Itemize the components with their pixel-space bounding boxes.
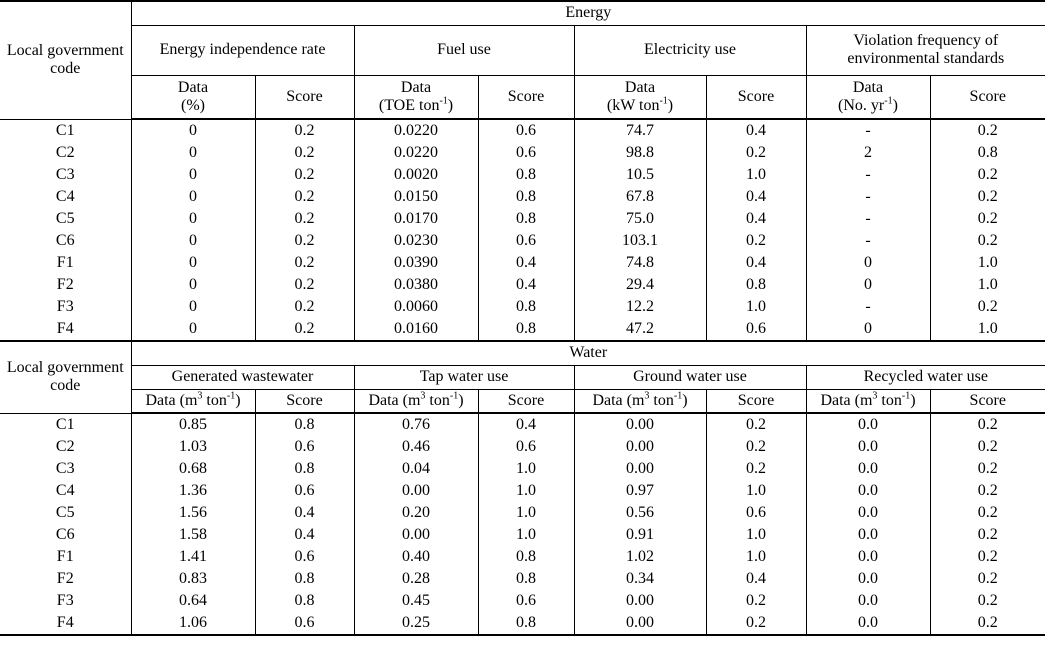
- table-cell: 0.0020: [354, 164, 478, 186]
- table-cell: 0.0150: [354, 186, 478, 208]
- table-cell: 10.5: [574, 164, 706, 186]
- table-cell: 0.83: [131, 568, 255, 590]
- energy-table-row: [0, 274, 1045, 296]
- table-cell: 0.2: [930, 186, 1045, 208]
- water-table-row: [0, 480, 1045, 502]
- table-cell: 1.0: [706, 524, 806, 546]
- table-cell: 0.4: [478, 252, 574, 274]
- table-cell: 0: [131, 252, 255, 274]
- table-cell: 1.0: [930, 252, 1045, 274]
- table-cell: 0.2: [255, 252, 354, 274]
- table-cell: 0.00: [574, 612, 706, 635]
- table-cell: 0.6: [478, 590, 574, 612]
- table-cell: 0.00: [574, 458, 706, 480]
- table-cell: 0.25: [354, 612, 478, 635]
- table-cell: 0: [806, 252, 930, 274]
- table-cell: 1.0: [478, 524, 574, 546]
- table-cell: -: [806, 208, 930, 230]
- table-cell: 0.85: [131, 413, 255, 436]
- table-cell: 0.68: [131, 458, 255, 480]
- water-data-header: Data ($m^3$ ton$^{-1}$): [574, 389, 706, 413]
- row-code-cell: C3: [55, 460, 75, 477]
- table-cell: 0.00: [354, 524, 478, 546]
- table-cell: 0.45: [354, 590, 478, 612]
- table-cell: 0.0170: [354, 208, 478, 230]
- water-table-row: [0, 590, 1045, 612]
- table-cell: 0.0: [806, 480, 930, 502]
- row-code-cell: C1: [55, 415, 75, 433]
- row-code-cell: F4: [0, 612, 131, 635]
- score-header: Score: [706, 389, 806, 413]
- table-cell: 0.2: [706, 436, 806, 458]
- ground-water-header: Ground water use: [574, 365, 806, 389]
- table-cell: 0.4: [706, 568, 806, 590]
- table-cell: 0.2: [930, 524, 1045, 546]
- row-code-cell: C2: [55, 438, 75, 455]
- table-cell: 0.4: [706, 119, 806, 142]
- table-cell: 67.8: [574, 186, 706, 208]
- table-cell: 47.2: [574, 318, 706, 341]
- row-code-cell: F3: [56, 592, 74, 609]
- table-cell: 0.0: [806, 568, 930, 590]
- tap-water-header: Tap water use: [354, 365, 574, 389]
- table-cell: 0.8: [478, 208, 574, 230]
- table-cell: 0.40: [354, 546, 478, 568]
- water-group-title: Water: [131, 341, 1045, 365]
- row-code-cell: C2: [55, 144, 75, 161]
- table-cell: 0.6: [478, 119, 574, 142]
- table-cell: 0.8: [255, 590, 354, 612]
- table-cell: 0.4: [478, 274, 574, 296]
- table-cell: 0: [131, 296, 255, 318]
- energy-table-row: [0, 252, 1045, 274]
- table-cell: 0.6: [255, 546, 354, 568]
- table-cell: 0.2: [255, 142, 354, 164]
- table-cell: 0: [131, 208, 255, 230]
- table-cell: 0.6: [706, 502, 806, 524]
- row-code-cell: C4: [55, 482, 75, 499]
- row-code-cell: F2: [56, 570, 74, 587]
- row-code-cell: C1: [55, 121, 75, 139]
- table-cell: 0.8: [478, 296, 574, 318]
- energy-table-row: [0, 142, 1045, 164]
- table-cell: 0.2: [255, 274, 354, 296]
- score-header: Score: [930, 75, 1045, 119]
- row-code-cell: C6: [55, 526, 75, 543]
- table-cell: 0.2: [706, 590, 806, 612]
- row-code-cell: F1: [56, 254, 74, 271]
- table-cell: 0.0: [806, 413, 930, 436]
- electricity-use-header: Electricity use: [574, 25, 806, 75]
- table-cell: 0.8: [478, 612, 574, 635]
- table-cell: -: [806, 186, 930, 208]
- generated-wastewater-header: Generated wastewater: [131, 365, 354, 389]
- table-cell: 1.41: [131, 546, 255, 568]
- table-cell: 0.6: [255, 436, 354, 458]
- table-cell: 0.00: [574, 413, 706, 436]
- table-cell: 0.46: [354, 436, 478, 458]
- table-cell: -: [806, 296, 930, 318]
- table-cell: 0.2: [255, 186, 354, 208]
- table-cell: 1.0: [706, 480, 806, 502]
- table-cell: 0.0220: [354, 119, 478, 142]
- row-code-cell: C6: [55, 232, 75, 249]
- water-data-header: Data ($m^3$ ton$^{-1}$): [806, 389, 930, 413]
- table-cell: 0.4: [706, 186, 806, 208]
- table-cell: 0.2: [255, 230, 354, 252]
- table-cell: 0.6: [255, 612, 354, 635]
- table-cell: 0.0: [806, 524, 930, 546]
- table-cell: 0.2: [930, 546, 1045, 568]
- row-code-cell: C3: [55, 166, 75, 183]
- table-cell: 1.0: [930, 318, 1045, 341]
- score-header: Score: [706, 75, 806, 119]
- energy-table-row: [0, 208, 1045, 230]
- table-cell: 0.2: [930, 208, 1045, 230]
- table-cell: 0.8: [930, 142, 1045, 164]
- table-cell: 0.2: [706, 458, 806, 480]
- local-code-header: Local government code: [0, 341, 131, 413]
- table-cell: 1.56: [131, 502, 255, 524]
- table-cell: 0: [806, 318, 930, 341]
- table-cell: 0.28: [354, 568, 478, 590]
- energy-table-row: [0, 186, 1045, 208]
- table-cell: 12.2: [574, 296, 706, 318]
- table-cell: 0.2: [930, 590, 1045, 612]
- table-cell: 0: [131, 230, 255, 252]
- table-cell: 0.2: [706, 142, 806, 164]
- table-cell: 0.0220: [354, 142, 478, 164]
- table-cell: 0.00: [354, 480, 478, 502]
- table-cell: 0.8: [478, 318, 574, 341]
- table-cell: 0.0: [806, 546, 930, 568]
- table-cell: 0.2: [930, 164, 1045, 186]
- table-cell: 0: [131, 186, 255, 208]
- energy-table-row: [0, 296, 1045, 318]
- table-cell: 2: [806, 142, 930, 164]
- table-cell: 0.2: [706, 413, 806, 436]
- table-cell: 0.04: [354, 458, 478, 480]
- row-code-cell: C5: [55, 504, 75, 521]
- table-cell: 1.0: [706, 164, 806, 186]
- table-cell: 0.2: [930, 296, 1045, 318]
- table-cell: 0.4: [255, 502, 354, 524]
- score-header: Score: [478, 389, 574, 413]
- violation-data-header: Data (No. $yr^{-1}$): [806, 75, 930, 119]
- table-cell: 0.4: [706, 208, 806, 230]
- table-cell: -: [806, 230, 930, 252]
- table-cell: 0.2: [930, 458, 1045, 480]
- score-header: Score: [255, 75, 354, 119]
- energy-table-row: [0, 230, 1045, 252]
- table-cell: -: [806, 164, 930, 186]
- table-cell: 74.7: [574, 119, 706, 142]
- table-cell: 0: [131, 164, 255, 186]
- water-table-row: [0, 502, 1045, 524]
- row-code-cell: F2: [56, 276, 74, 293]
- table-cell: 0.0: [806, 590, 930, 612]
- table-cell: 1.02: [574, 546, 706, 568]
- table-cell: 0.2: [930, 612, 1045, 635]
- table-cell: 0.76: [354, 413, 478, 436]
- row-code-cell: F3: [56, 298, 74, 315]
- table-cell: 1.0: [930, 274, 1045, 296]
- electricity-data-header: Data (kW ton$^{-1}$): [574, 75, 706, 119]
- energy-group-title: Energy: [131, 1, 1045, 25]
- table-cell: 103.1: [574, 230, 706, 252]
- table-cell: 0.0160: [354, 318, 478, 341]
- table-cell: 1.0: [706, 546, 806, 568]
- table-cell: 0.6: [478, 142, 574, 164]
- energy-table-row: [0, 164, 1045, 186]
- table-cell: 1.0: [478, 458, 574, 480]
- table-cell: 0: [131, 142, 255, 164]
- table-cell: 1.58: [131, 524, 255, 546]
- score-header: Score: [478, 75, 574, 119]
- table-cell: 74.8: [574, 252, 706, 274]
- table-cell: 0.2: [255, 208, 354, 230]
- table-cell: 0.6: [478, 436, 574, 458]
- table-cell: 0.00: [574, 436, 706, 458]
- table-cell: 0.0390: [354, 252, 478, 274]
- water-data-header: Data ($m^3$ ton$^{-1}$): [131, 389, 255, 413]
- table-cell: 0.2: [255, 119, 354, 142]
- table-cell: 0.8: [478, 546, 574, 568]
- table-cell: 0.2: [930, 480, 1045, 502]
- table-cell: -: [806, 119, 930, 142]
- table-cell: 0.4: [255, 524, 354, 546]
- row-code-cell: C4: [55, 188, 75, 205]
- water-table-row: [0, 458, 1045, 480]
- table-cell: 0.2: [930, 230, 1045, 252]
- table-cell: 0.8: [478, 186, 574, 208]
- table-cell: 1.03: [131, 436, 255, 458]
- row-code-cell: F1: [56, 548, 74, 565]
- table-cell: 0.8: [255, 413, 354, 436]
- score-header: Score: [930, 389, 1045, 413]
- table-cell: 0.6: [255, 480, 354, 502]
- water-table-row: [0, 524, 1045, 546]
- table-cell: 0.0: [806, 502, 930, 524]
- table-cell: 0.2: [930, 502, 1045, 524]
- table-cell: 0.0380: [354, 274, 478, 296]
- table-cell: 1.0: [478, 502, 574, 524]
- water-table-row: [0, 612, 1045, 635]
- water-table-row: [0, 546, 1045, 568]
- table-cell: 0.34: [574, 568, 706, 590]
- table-cell: 0.20: [354, 502, 478, 524]
- water-data-header: Data ($m^3$ ton$^{-1}$): [354, 389, 478, 413]
- violation-frequency-header: Violation frequency of environmental standards: [806, 25, 1045, 75]
- row-code-cell: C5: [55, 210, 75, 227]
- energy-independence-header: Energy independence rate: [131, 25, 354, 75]
- table-cell: 0.8: [478, 568, 574, 590]
- table-cell: 29.4: [574, 274, 706, 296]
- recycled-water-header: Recycled water use: [806, 365, 1045, 389]
- table-cell: 1.36: [131, 480, 255, 502]
- table-cell: 0.2: [706, 612, 806, 635]
- table-cell: 0.64: [131, 590, 255, 612]
- table-cell: 0.56: [574, 502, 706, 524]
- energy-data-pct-header: Data (%): [131, 75, 255, 119]
- table-cell: 0: [806, 274, 930, 296]
- table-cell: 1.0: [478, 480, 574, 502]
- table-cell: 0.4: [478, 413, 574, 436]
- table-cell: 0.2: [930, 413, 1045, 436]
- table-cell: 0.6: [706, 318, 806, 341]
- table-cell: 0.91: [574, 524, 706, 546]
- table-cell: 75.0: [574, 208, 706, 230]
- table-cell: 0: [131, 318, 255, 341]
- energy-table-row: [0, 119, 1045, 142]
- table-cell: 0.8: [255, 458, 354, 480]
- table-cell: 0.2: [930, 568, 1045, 590]
- table-cell: 1.0: [706, 296, 806, 318]
- fuel-data-header: Data (TOE ton$^{-1}$): [354, 75, 478, 119]
- table-cell: 0.0: [806, 458, 930, 480]
- table-cell: 0.2: [930, 119, 1045, 142]
- table-cell: 0.0: [806, 436, 930, 458]
- water-table-row: [0, 413, 1045, 436]
- table-cell: 0.8: [478, 164, 574, 186]
- water-table-row: [0, 568, 1045, 590]
- table-cell: 0.2: [255, 296, 354, 318]
- table-cell: 0.4: [706, 252, 806, 274]
- energy-table-row: [0, 318, 1045, 341]
- table-cell: 0.8: [706, 274, 806, 296]
- table-cell: 98.8: [574, 142, 706, 164]
- table-cell: 1.06: [131, 612, 255, 635]
- row-code-cell: F4: [56, 320, 74, 337]
- table-cell: 0.00: [574, 590, 706, 612]
- score-header: Score: [255, 389, 354, 413]
- local-code-header: Local government code: [0, 1, 131, 119]
- fuel-use-header: Fuel use: [354, 25, 574, 75]
- table-cell: 0.2: [706, 230, 806, 252]
- table-cell: 0.0230: [354, 230, 478, 252]
- table-cell: 0.8: [255, 568, 354, 590]
- table-cell: 0.97: [574, 480, 706, 502]
- table-cell: 0.2: [255, 164, 354, 186]
- table-cell: 0: [131, 119, 255, 142]
- table-cell: 0.2: [930, 436, 1045, 458]
- table-cell: 0.2: [255, 318, 354, 341]
- table-cell: 0.0060: [354, 296, 478, 318]
- table-cell: 0: [131, 274, 255, 296]
- water-table-row: [0, 436, 1045, 458]
- table-cell: 0.6: [478, 230, 574, 252]
- table-cell: 0.0: [806, 612, 930, 635]
